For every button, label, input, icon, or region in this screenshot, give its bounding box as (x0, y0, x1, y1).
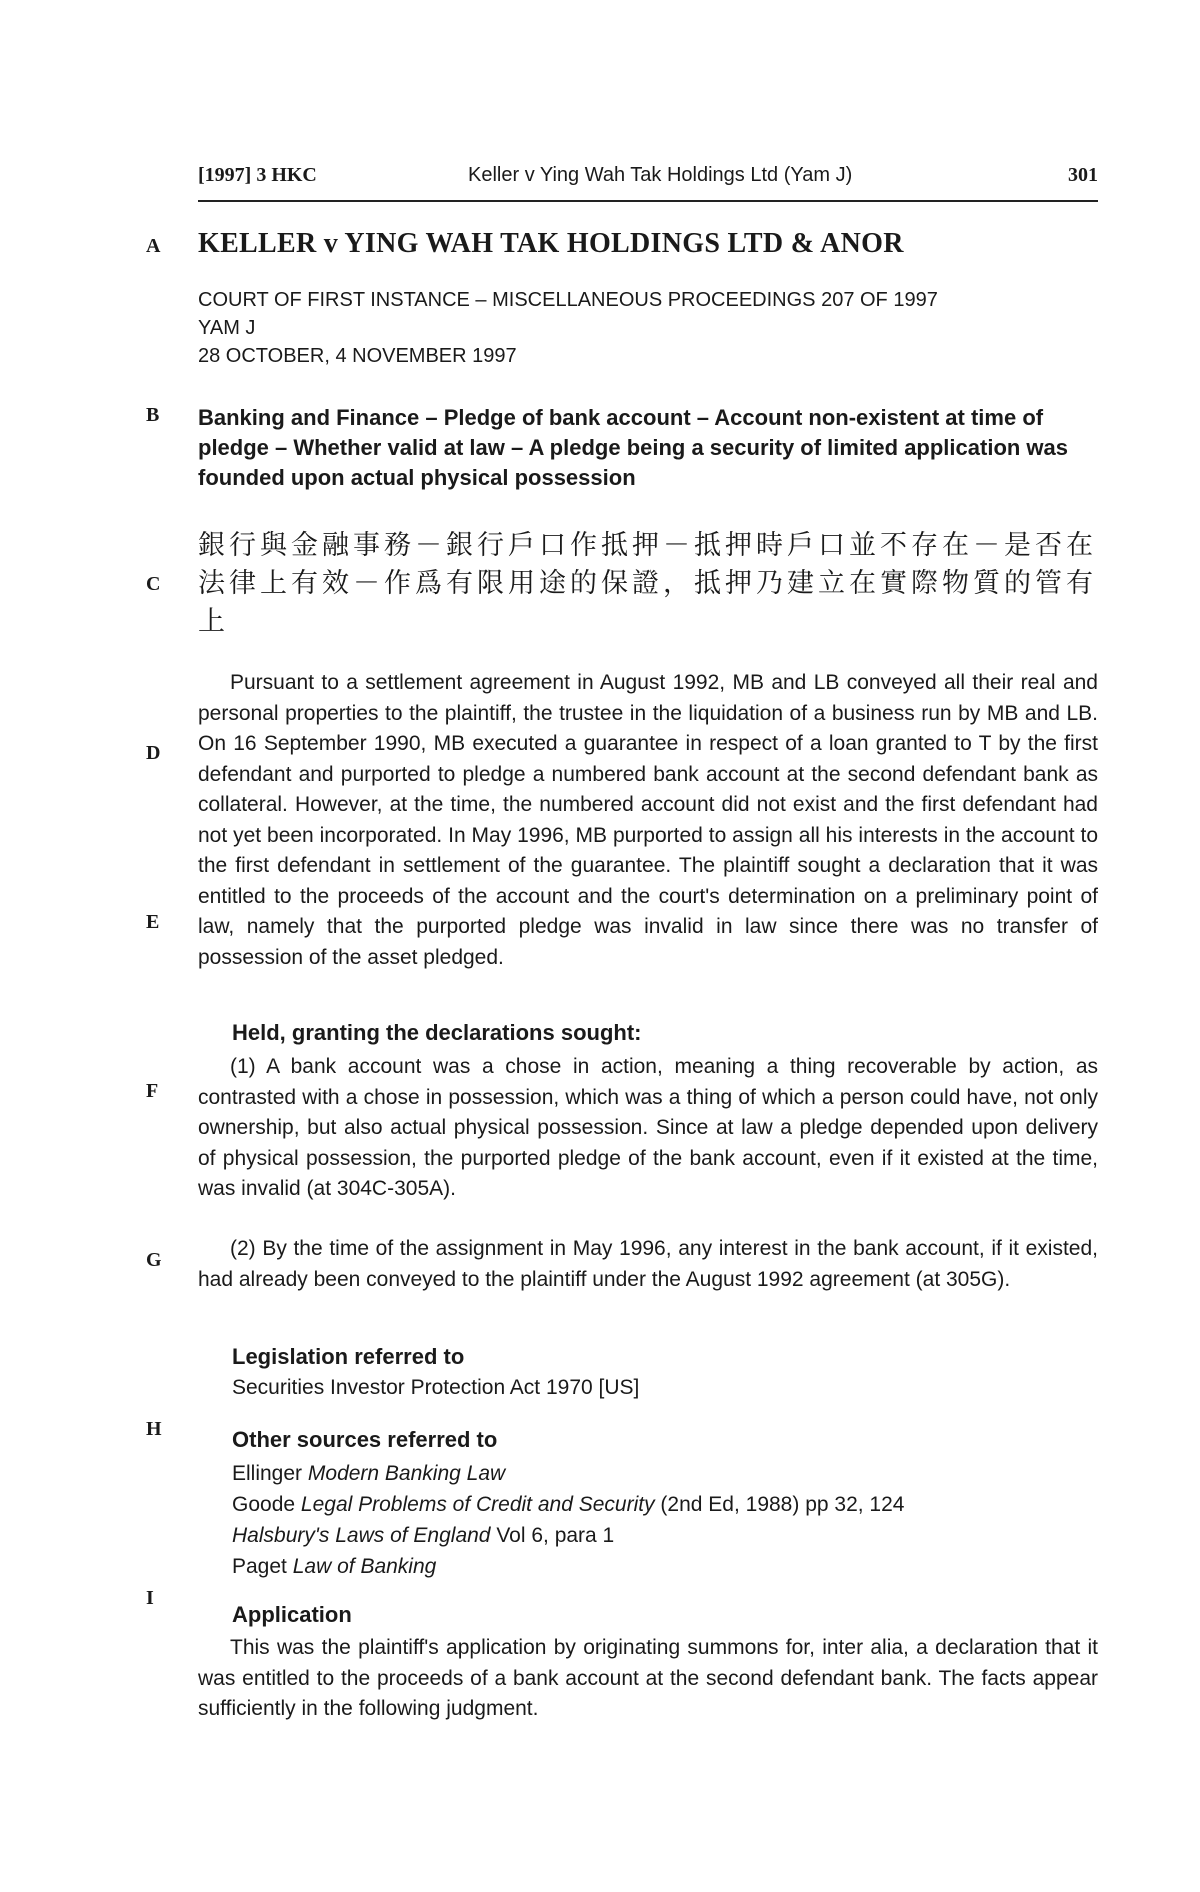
margin-letter-i: I (146, 1587, 154, 1609)
margin-letter-f: F (146, 1080, 159, 1102)
court-line: COURT OF FIRST INSTANCE – MISCELLANEOUS PROCEEDINGS 207 OF 1997 (198, 289, 938, 311)
running-head-case-name: Keller v Ying Wah Tak Holdings Ltd (Yam J) (468, 164, 853, 186)
running-head (198, 160, 1098, 202)
legislation-item: Securities Investor Protection Act 1970 [US] (232, 1376, 640, 1399)
held-point-1: (1) A bank account was a chose in action, meaning a thing recoverable by action, as contrasted with a chose in possession, which was a thing of which a person could have, not only ownership, but also actual physical possession. Since at law a pledge depended upon delivery of physical possession, the purported pledge of the bank account, even if it existed at the time, was invalid (at 304C-305A). (198, 1055, 1098, 1200)
source-item: Paget Law of Banking (232, 1555, 437, 1578)
court-info (198, 286, 1098, 370)
page-number: 301 (1068, 164, 1098, 186)
report-citation: [1997] 3 HKC (198, 164, 317, 186)
source-item: Goode Legal Problems of Credit and Security (2nd Ed, 1988) pp 32, 124 (232, 1493, 905, 1516)
legislation-heading: Legislation referred to (232, 1344, 465, 1369)
application-text: This was the plaintiff's application by originating summons for, inter alia, a declaration that it was entitled to the proceeds of a bank account at the second defendant bank. The facts appear sufficiently in the following judgment. (198, 1636, 1098, 1720)
margin-letter-h: H (146, 1418, 162, 1440)
headnote-summary: Pursuant to a settlement agreement in August 1992, MB and LB conveyed all their real and personal properties to the plaintiff, the trustee in the liquidation of a business run by MB and LB. On 16 September 1990, MB executed a guarantee in respect of a loan granted to T by the first defendant and purported to pledge a numbered bank account at the second defendant bank as collateral. However, at the time, the numbered account did not exist and the first defendant had not yet been incorporated. In May 1996, MB purported to assign all his interests in the account to the first defendant in settlement of the guarantee. The plaintiff sought a declaration that it was entitled to the proceeds of the account and the court's determination on a preliminary point of law, namely that the purported pledge was invalid in law since there was no transfer of possession of the asset pledged. (198, 671, 1098, 969)
source-item: Halsbury's Laws of England Vol 6, para 1 (232, 1524, 615, 1547)
margin-letter-d: D (146, 742, 161, 764)
held-point-2: (2) By the time of the assignment in May 1996, any interest in the bank account, if it existed, had already been conveyed to the plaintiff under the August 1992 agreement (at 305G). (198, 1237, 1098, 1291)
margin-letter-e: E (146, 911, 160, 933)
margin-letter-b: B (146, 404, 160, 426)
application-heading: Application (232, 1602, 352, 1627)
judge-line: YAM J (198, 317, 256, 339)
held-heading: Held, granting the declarations sought: (232, 1020, 642, 1045)
margin-letter-a: A (146, 235, 161, 257)
margin-letter-g: G (146, 1249, 162, 1271)
dates-line: 28 OCTOBER, 4 NOVEMBER 1997 (198, 345, 517, 367)
margin-letter-c: C (146, 573, 161, 595)
other-sources-list (232, 1458, 1132, 1582)
other-sources-heading: Other sources referred to (232, 1427, 498, 1452)
case-title: KELLER v YING WAH TAK HOLDINGS LTD & ANOR (198, 228, 904, 259)
catchwords-chinese: 銀行與金融事務－銀行戶口作抵押－抵押時戶口並不存在－是否在法律上有效－作爲有限用途的保證，抵押乃建立在實際物質的管有上 (198, 530, 1097, 637)
catchwords: Banking and Finance – Pledge of bank account – Account non-existent at time of pledge – Whether valid at law – A pledge being a security of limited application was founded upon actual physical possession (198, 405, 1069, 490)
source-item: Ellinger Modern Banking Law (232, 1462, 506, 1485)
